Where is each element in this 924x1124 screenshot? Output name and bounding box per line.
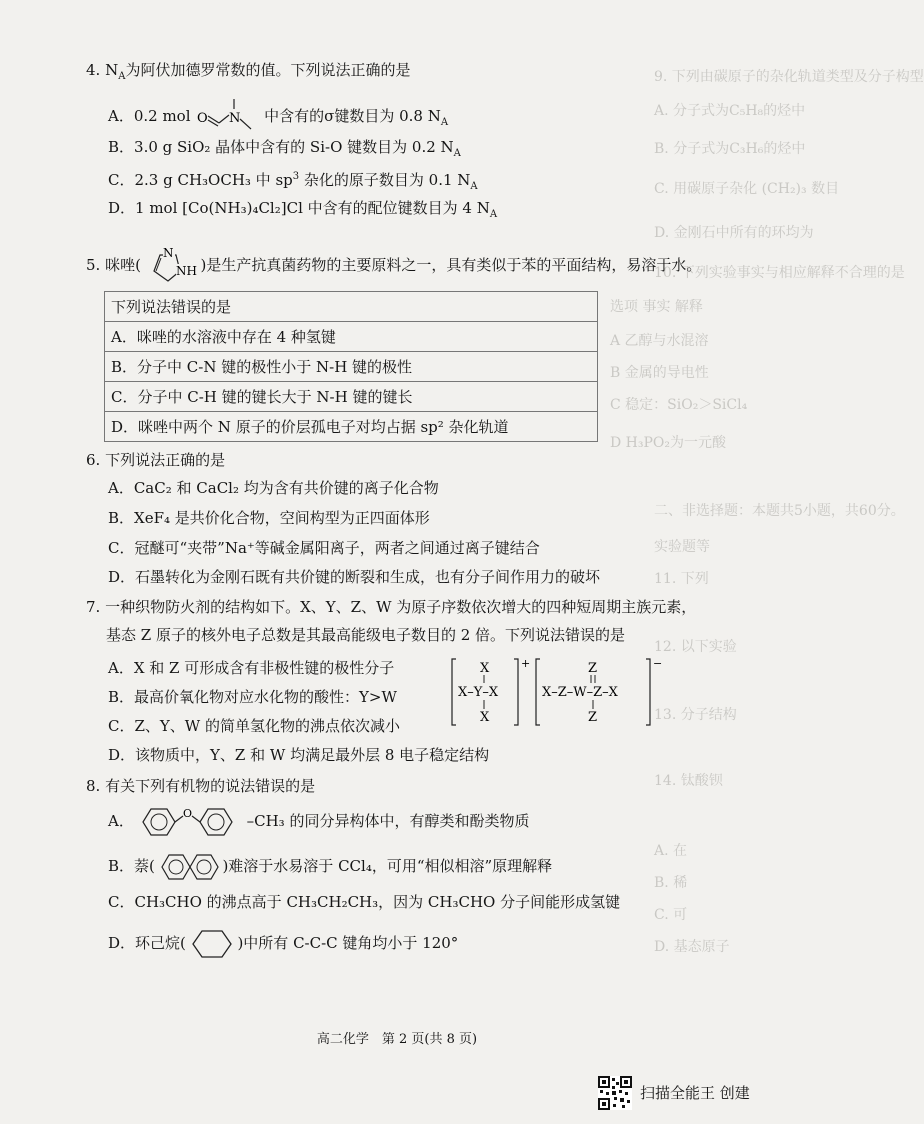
q7-option-b: B．最高价氧化物对应水化物的酸性：Y>W [108, 688, 397, 706]
q5-table [104, 291, 598, 442]
imidazole-structure-icon [146, 245, 196, 287]
scanner-watermark: 扫描全能王 创建 [640, 1084, 750, 1102]
svg-text:X–Y–X: X–Y–X [458, 685, 499, 700]
table-row: D．咪唑中两个 N 原子的价层孤电子对均占据 sp² 杂化轨道 [105, 412, 598, 442]
q7-option-d: D．该物质中，Y、Z 和 W 均满足最外层 8 电子稳定结构 [108, 746, 490, 764]
svg-text:N: N [229, 111, 241, 126]
q4-option-c: C．2.3 g CH₃OCH₃ 中 $sp^3$ 杂化的原子数目为 0.1 $N_A$ [108, 171, 478, 192]
exam-page: 9. 下列由碳原子的杂化轨道类型及分子构型 A. 分子式为C₅H₈的烃中 B. 分子式为C₃H₆的烃中 C. 用碳原子杂化 (CH₂)₃ 数目 D. 金刚石中所有的环均为 10. 下列实验事实与相应解释不合理的是 选项 事实 解释 A 乙醇与水混溶 B 金属的导电性 C 稳定：SiO₂＞SiCl₄ D H₃PO₂为一元酸 二、非选择题：本题共5小题，共60分。 实验题等 11. 下列 12. 以下实验 13. 分子结构 14. 钛酸钡 A. 在 B. 稀 C. 可 D. 基态原子 4. $N_A$为阿伏加德罗常数的值。下列说法正确的是 A．0.2 mol O N 中含有的σ键数目为 0.8 $N_A$ B．3.0 g SiO₂ 晶体中含有的 Si-O 键数目为 0.2 $N_A$ C．2.3 g CH₃OCH₃ 中 $sp^3$ 杂化的原子数目为 0.1 $N_A$ D．1 mol [Co(NH₃)₄Cl₂]Cl 中含有的配位键数目为 4 $N_A$ 5. 咪唑( N NH )是生产抗真菌药物的主要原料之一，具有类似于苯的平面结构，易溶于水。 下列说法错误的是 A．咪唑的水溶液中存在 4 种氢键 B．分子中 C-N 键的极性小于 N-H 键的极性 C．分子中 C-H 键的键长大于 N-H 键的键长 D．咪唑中两个 N 原子的价层孤电子对均占据 sp² 杂化轨道 6. 下列说法正确的是 A．CaC₂ 和 CaCl₂ 均为含有共价键的离子化合物 B．XeF₄ 是共价化合物，空间构型为正四面体形 C．冠醚可“夹带”Na⁺等碱金属阳离子，两者之间通过离子键结合 D．石墨转化为金刚石既有共价键的断裂和生成，也有分子间作用力的破坏 7. 一种织物防火剂的结构如下。X、Y、Z、W 为原子序数依次增大的四种短周期主族元素， 基态 Z 原子的核外电子总数是其最高能级电子数目的 2 倍。下列说法错误的是 A．X 和 Z 可形成含有非极性键的极性分子 B．最高价氧化物对应水化物的酸性：Y>W C．Z、Y、W 的简单氢化物的沸点依次减小 D．该物质中，Y、Z 和 W 均满足最外层 8 电子稳定结构 + X X–Y–X X − Z X–Z–W–Z–X Z 8. 有关下列有机物的说法错误的是 A． O –CH₃ 的同分异构体中，有醇类和酚类物质 B．萘( )难溶于水易溶于 CCl₄，可用“相似相溶”原理解释 C．CH₃CHO 的沸点高于 CH₃CH₂CH₃，因为 CH₃CHO 分子间能形成氢键 D．环己烷( )中所有 C-C-C 键角均小于 120° 高二化学 第 2 页(共 8 页) 扫描全能王 创建 [0, 0, 794, 1124]
dimethylformamide-structure-icon [195, 97, 259, 137]
q6-stem: 6. 下列说法正确的是 [86, 451, 226, 469]
q8-option-c: C．CH₃CHO 的沸点高于 CH₃CH₂CH₃，因为 CH₃CHO 分子间能形成氢键 [108, 893, 621, 911]
diaryl-ether-structure-icon [139, 805, 247, 839]
q6-option-b: B．XeF₄ 是共价化合物，空间构型为正四面体形 [108, 509, 430, 527]
svg-text:Z: Z [588, 661, 598, 676]
qr-code-icon [598, 1076, 632, 1110]
q7-option-c: C．Z、Y、W 的简单氢化物的沸点依次减小 [108, 717, 400, 735]
page-footer: 高二化学 第 2 页(共 8 页) [316, 1032, 478, 1047]
svg-text:X: X [480, 661, 490, 676]
svg-text:−: − [653, 657, 663, 670]
cyclohexane-structure-icon [191, 928, 233, 960]
table-row: 下列说法错误的是 [105, 292, 598, 322]
q5-stem: 5. 咪唑( N NH )是生产抗真菌药物的主要原料之一，具有类似于苯的平面结构，易溶于水。 [86, 245, 701, 287]
q4-stem: 4. $N_A$为阿伏加德罗常数的值。下列说法正确的是 [86, 61, 411, 82]
naphthalene-structure-icon [160, 851, 218, 883]
q8-option-d: D．环己烷( )中所有 C-C-C 键角均小于 120° [108, 928, 458, 960]
table-row: B．分子中 C-N 键的极性小于 N-H 键的极性 [105, 352, 598, 382]
svg-text:X–Z–W–Z–X: X–Z–W–Z–X [542, 685, 618, 700]
fire-retardant-structure-icon [450, 657, 670, 727]
svg-text:+: + [521, 657, 531, 670]
table-row: A．咪唑的水溶液中存在 4 种氢键 [105, 322, 598, 352]
q7-option-a: A．X 和 Z 可形成含有非极性键的极性分子 [108, 659, 395, 677]
svg-text:O: O [182, 807, 192, 820]
q7-stem-line1: 7. 一种织物防火剂的结构如下。X、Y、Z、W 为原子序数依次增大的四种短周期主族元素， [86, 598, 697, 616]
q6-option-c: C．冠醚可“夹带”Na⁺等碱金属阳离子，两者之间通过离子键结合 [108, 539, 540, 557]
svg-text:X: X [480, 710, 490, 725]
q4-option-d: D．1 mol [Co(NH₃)₄Cl₂]Cl 中含有的配位键数目为 4 $N_A$ [108, 199, 498, 220]
q8-option-b: B．萘( )难溶于水易溶于 CCl₄，可用“相似相溶”原理解释 [108, 851, 552, 883]
q4-option-a: A．0.2 mol O N 中含有的σ键数目为 0.8 $N_A$ [108, 97, 448, 137]
table-row: C．分子中 C-H 键的键长大于 N-H 键的键长 [105, 382, 598, 412]
q8-option-a: A． O –CH₃ 的同分异构体中，有醇类和酚类物质 [108, 805, 529, 839]
svg-text:N: N [162, 246, 174, 260]
q7-stem-line2: 基态 Z 原子的核外电子总数是其最高能级电子数目的 2 倍。下列说法错误的是 [106, 626, 626, 644]
q4-option-b: B．3.0 g SiO₂ 晶体中含有的 Si-O 键数目为 0.2 $N_A$ [108, 138, 461, 159]
svg-text:O: O [197, 111, 208, 126]
q6-option-a: A．CaC₂ 和 CaCl₂ 均为含有共价键的离子化合物 [108, 479, 439, 497]
svg-text:NH: NH [175, 264, 197, 278]
q6-option-d: D．石墨转化为金刚石既有共价键的断裂和生成，也有分子间作用力的破坏 [108, 568, 601, 586]
svg-text:Z: Z [588, 710, 598, 725]
q8-stem: 8. 有关下列有机物的说法错误的是 [86, 777, 316, 795]
